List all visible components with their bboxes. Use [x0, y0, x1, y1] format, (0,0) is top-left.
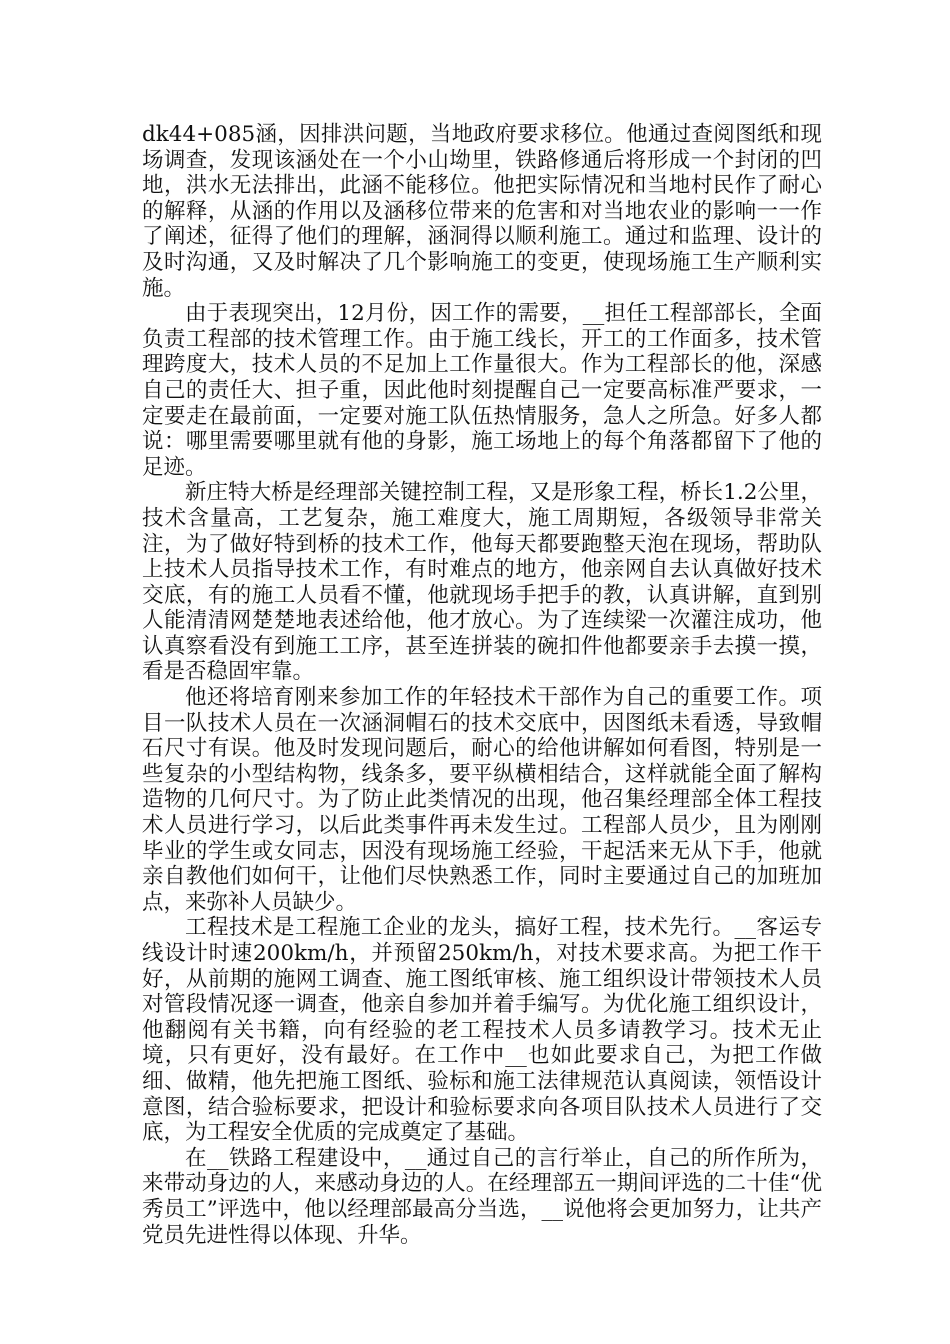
paragraph-1: dk44+085涵，因排洪问题，当地政府要求移位。他通过查阅图纸和现场调查，发现该涵处在一个小山坳里，铁路修通后将形成一个封闭的凹地，洪水无法排出，此涵不能移位。他把实际情况和当地村民作了耐心的解释，从涵的作用以及涵移位带来的危害和对当地农业的影响一一作了阐述，征得了他们的理解，涵洞得以顺利施工。通过和监理、设计的及时沟通，又及时解决了几个影响施工的变更，使现场施工生产顺利实施。 — [142, 122, 822, 301]
document-page — [142, 122, 822, 1248]
paragraph-6: 在__铁路工程建设中，__通过自己的言行举止，自己的所作所为，来带动身边的人，来感动身边的人。在经理部五一期间评选的二十佳“优秀员工”评选中，他以经理部最高分当选，__说他将会更加努力，让共产党员先进性得以体现、升华。 — [142, 1145, 822, 1248]
paragraph-3: 新庄特大桥是经理部关键控制工程，又是形象工程，桥长1.2公里，技术含量高，工艺复杂，施工难度大，施工周期短，各级领导非常关注，为了做好特到桥的技术工作，他每天都要跑整天泡在现场，帮助队上技术人员指导技术工作，有时难点的地方，他亲网自去认真做好技术交底，有的施工人员看不懂，他就现场手把手的教，认真讲解，直到别人能清清网楚楚地表述给他，他才放心。为了连续梁一次灌注成功，他认真察看没有到施工工序，甚至连拼装的碗扣件他都要亲手去摸一摸，看是否稳固牢靠。 — [142, 480, 822, 685]
paragraph-2: 由于表现突出，12月份，因工作的需要，__担任工程部部长，全面负责工程部的技术管理工作。由于施工线长，开工的工作面多，技术管理跨度大，技术人员的不足加上工作量很大。作为工程部长的他，深感自己的责任大、担子重，因此他时刻提醒自己一定要高标准严要求，一定要走在最前面，一定要对施工队伍热情服务，急人之所急。好多人都说：哪里需要哪里就有他的身影，施工场地上的每个角落都留下了他的足迹。 — [142, 301, 822, 480]
paragraph-4: 他还将培育刚来参加工作的年轻技术干部作为自己的重要工作。项目一队技术人员在一次涵洞帽石的技术交底中，因图纸未看透，导致帽石尺寸有误。他及时发现问题后，耐心的给他讲解如何看图，特别是一些复杂的小型结构物，线条多，要平纵横相结合，这样就能全面了解构造物的几何尺寸。为了防止此类情况的出现，他召集经理部全体工程技术人员进行学习，以后此类事件再未发生过。工程部人员少，且为刚刚毕业的学生或女同志，因没有现场施工经验，干起活来无从下手，他就亲自教他们如何干，让他们尽快熟悉工作，同时主要通过自己的加班加点，来弥补人员缺少。 — [142, 685, 822, 915]
paragraph-5: 工程技术是工程施工企业的龙头，搞好工程，技术先行。__客运专线设计时速200km/h，并预留250km/h，对技术要求高。为把工作干好，从前期的施网工调查、施工图纸审核、施工组织设计带领技术人员对管段情况逐一调查，他亲自参加并着手编写。为优化施工组织设计，他翻阅有关书籍，向有经验的老工程技术人员多请教学习。技术无止境，只有更好，没有最好。在工作中__也如此要求自己，为把工作做细、做精，他先把施工图纸、验标和施工法律规范认真阅读，领悟设计意图，结合验标要求，把设计和验标要求向各项目队技术人员进行了交底，为工程安全优质的完成奠定了基础。 — [142, 915, 822, 1146]
